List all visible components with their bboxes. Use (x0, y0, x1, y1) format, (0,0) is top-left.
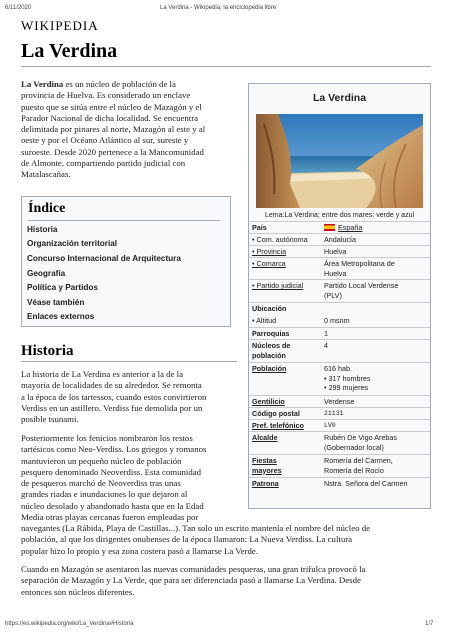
intro-line: oeste y por el Océano Atlántico al sur, sureste y (21, 135, 189, 146)
text-line: mantuvieron un pequeño núcleo de población (21, 455, 182, 466)
infobox (248, 83, 431, 509)
infobox-row-altitud (249, 315, 430, 327)
historia-paragraph-2 (21, 433, 237, 523)
infobox-key: Parroquias (252, 329, 290, 338)
text-line: popular hizo lo propio y esa zona costera pasó a llamarse La Verde. (21, 545, 259, 556)
infobox-row-fiestas (249, 454, 430, 477)
beach-cliff-photo (256, 114, 423, 208)
infobox-row-provincia (249, 245, 430, 257)
text-line: separación de Mazagón y La Verde, que para ser diferenciada pasó a llamarse La Verdina. Desde (21, 575, 361, 586)
toc-item-organizacion[interactable]: Organización territorial (27, 239, 118, 248)
text-line: mayoría de localidades de su alrededor. Se remonta (21, 380, 202, 391)
infobox-key[interactable] (252, 421, 320, 431)
value-line: Romería del Rocío (324, 465, 384, 475)
intro-line: suroeste. Desde 2020 pertenece a la Mancomunidad (21, 146, 204, 157)
intro-line: puesto que se sitúa entre el núcleo de Mazagón y el (21, 101, 202, 112)
infobox-row-gentilicio (249, 395, 430, 407)
value-line: (PLV) (324, 290, 342, 300)
infobox-value: 21131 (324, 410, 344, 417)
intro-line: delimitada por pinares al norte, Mazagón al este y al (21, 124, 206, 135)
infobox-key (252, 341, 320, 360)
intro-line: Matalascañas. (21, 169, 71, 180)
toc-item-concurso[interactable]: Concurso Internacional de Arquitectura (27, 254, 181, 263)
infobox-key: • Com. autónoma (252, 235, 308, 244)
infobox-value: Huelva (324, 247, 347, 256)
infobox-row-poblacion (249, 362, 430, 395)
infobox-rows (249, 221, 430, 489)
infobox-key: Ubicación (252, 304, 287, 313)
text-line: Verdiss en un astillero. Verdiss fue demolida por un (21, 402, 203, 413)
title-underline (21, 66, 431, 67)
infobox-key: País (252, 223, 267, 232)
infobox-key[interactable] (252, 456, 320, 475)
infobox-value (324, 433, 428, 452)
value-line: Romería del Carmen, (324, 456, 393, 465)
infobox-row-codigo-postal (249, 407, 430, 419)
text-line: La historia de La Verdina es anterior a la de la (21, 369, 184, 379)
intro-line: de Almonte, compartiendo partido judicial con (21, 158, 186, 169)
partido-judicial-link[interactable]: • Partido judicial (252, 281, 304, 290)
page-title: La Verdina (21, 40, 118, 62)
text-line: pesquero denominado Neoverdiss. Esta comunidad (21, 466, 202, 477)
text-line: Media otras playas cercanas fueron empleadas por (21, 512, 199, 523)
infobox-value: Verdense (324, 397, 355, 406)
value-line: • 317 hombres (324, 373, 371, 383)
text-line: tartésicos como Neo-Verdiss. Los griegos y romanos (21, 444, 207, 455)
infobox-value (324, 223, 428, 233)
infobox-row-com-autonoma (249, 233, 430, 245)
section-heading-historia: Historia (21, 343, 74, 359)
print-date: 6/11/2020 (5, 5, 32, 11)
value-line: (Gobernador local) (324, 442, 384, 452)
patrona-link[interactable]: Patrona (252, 479, 279, 488)
infobox-row-ubicacion (249, 302, 430, 315)
text-line: población, al que los dirigentes onubenses de la época llamaron: La Nueva Verdiss. La cultura (21, 534, 353, 545)
infobox-value: 0 msnm (324, 316, 350, 325)
infobox-key[interactable] (252, 479, 320, 489)
infobox-row-comarca (249, 257, 430, 279)
key-line: Núcleos de (252, 341, 291, 350)
text-line: núcleo desolado y abandonado hasta que en la Edad (21, 500, 204, 511)
provincia-link[interactable]: • Provincia (252, 247, 287, 256)
infobox-key[interactable] (252, 397, 320, 407)
text-line: Posteriormente los fenicios nombraron los restos (21, 433, 193, 443)
infobox-key[interactable] (252, 259, 320, 269)
alcalde-link[interactable]: Alcalde (252, 433, 278, 442)
infobox-key[interactable] (252, 364, 320, 374)
toc-item-historia[interactable]: Historia (27, 225, 58, 234)
infobox-value (324, 259, 428, 278)
toc-item-enlaces[interactable]: Enlaces externos (27, 312, 95, 321)
historia-paragraph-3 (21, 564, 431, 598)
infobox-title: La Verdina (312, 92, 367, 104)
text-line: navegantes (La Rábida, Playa de Castillas...). Tan solo un escrito mantenía el nombre del núcleo de (21, 523, 371, 533)
infobox-value: LV0 (324, 422, 336, 429)
infobox-key[interactable] (252, 433, 320, 443)
text-line: a la época de los tartessos, cuando estos convirtieron (21, 391, 207, 402)
infobox-value: Nstra. Señora del Carmen (324, 479, 408, 488)
print-url: https://es.wikipedia.org/wiki/La_Verdina#Historia (5, 621, 134, 627)
text-line: Cuando en Mazagón se asentaron las nuevas comunidades pesqueras, una gran trifulca provocó la (21, 564, 366, 574)
infobox-key[interactable] (252, 281, 320, 291)
intro-line: es un núcleo de población de la (63, 79, 176, 89)
infobox-value (324, 281, 428, 300)
infobox-lema: Lema:La Verdina; entre dos mares: verde y azul (264, 212, 415, 219)
toc-item-politica[interactable]: Política y Partidos (27, 283, 98, 292)
value-line: Rubén De Vigo Arebas (324, 433, 397, 442)
toc-divider (28, 220, 220, 221)
value-line: 616 hab. (324, 364, 352, 373)
text-line: grandes riadas e inundaciones lo que dejaron al (21, 489, 188, 500)
infobox-image[interactable] (256, 114, 423, 208)
value-line: Huelva (324, 268, 347, 278)
infobox-value (324, 456, 428, 475)
value-line: Área Metropolitana de (324, 259, 395, 268)
print-page-number: 1/7 (425, 621, 434, 627)
print-page-title: La Verdina - Wikipedia, la enciclopedia libre (160, 5, 277, 11)
infobox-row-patrona (249, 477, 430, 489)
country-link[interactable]: España (338, 223, 363, 232)
historia-paragraph-1 (21, 369, 237, 425)
fiestas-link[interactable]: Fiestas (252, 456, 277, 465)
historia-paragraph-2-wide (21, 523, 431, 557)
infobox-row-nucleos (249, 339, 430, 362)
poblacion-link[interactable]: Población (252, 364, 287, 373)
value-line: Partido Local Verdense (324, 281, 399, 290)
infobox-key: • Altitud (252, 316, 277, 325)
infobox-row-prefijo (249, 419, 430, 431)
infobox-value: 4 (324, 341, 328, 350)
infobox-row-pais (249, 221, 430, 233)
text-line: posible tsunami. (21, 414, 79, 425)
prefijo-link[interactable]: Pref. telefónico (252, 421, 304, 430)
intro-bold-name: La Verdina (21, 79, 64, 89)
infobox-value (324, 364, 428, 393)
heading-underline (21, 361, 237, 362)
text-line: entonces son núcleos diferentes. (21, 586, 135, 597)
toc-item-geografia[interactable]: Geografía (27, 269, 66, 278)
comarca-link[interactable]: • Comarca (252, 259, 286, 268)
toc-title: Índice (28, 201, 66, 216)
key-line: población (252, 350, 286, 360)
infobox-key: Código postal (252, 409, 300, 418)
flag-spain-icon (324, 224, 335, 231)
infobox-value: 1 (324, 329, 328, 338)
table-of-contents (21, 196, 231, 327)
intro-paragraph (21, 79, 237, 181)
value-line: • 299 mujeres (324, 383, 369, 392)
infobox-value: Andalucía (324, 235, 356, 244)
infobox-row-parroquias (249, 327, 430, 339)
fiestas-link[interactable]: mayores (252, 465, 282, 475)
intro-line: provincia de Huelva. Es considerado un enclave (21, 90, 191, 101)
infobox-key[interactable] (252, 247, 320, 257)
gentilicio-link[interactable]: Gentilicio (252, 397, 285, 406)
infobox-row-partido-judicial (249, 279, 430, 302)
toc-item-vease[interactable]: Véase también (27, 298, 85, 307)
infobox-row-alcalde (249, 431, 430, 454)
wikipedia-logo[interactable]: WIKIPEDIA (21, 18, 99, 33)
text-line: de pesqueros marchó de Neoverdiss tras unas (21, 478, 181, 489)
intro-line: Parador Nacional de dicha localidad. Se encuentra (21, 112, 199, 123)
